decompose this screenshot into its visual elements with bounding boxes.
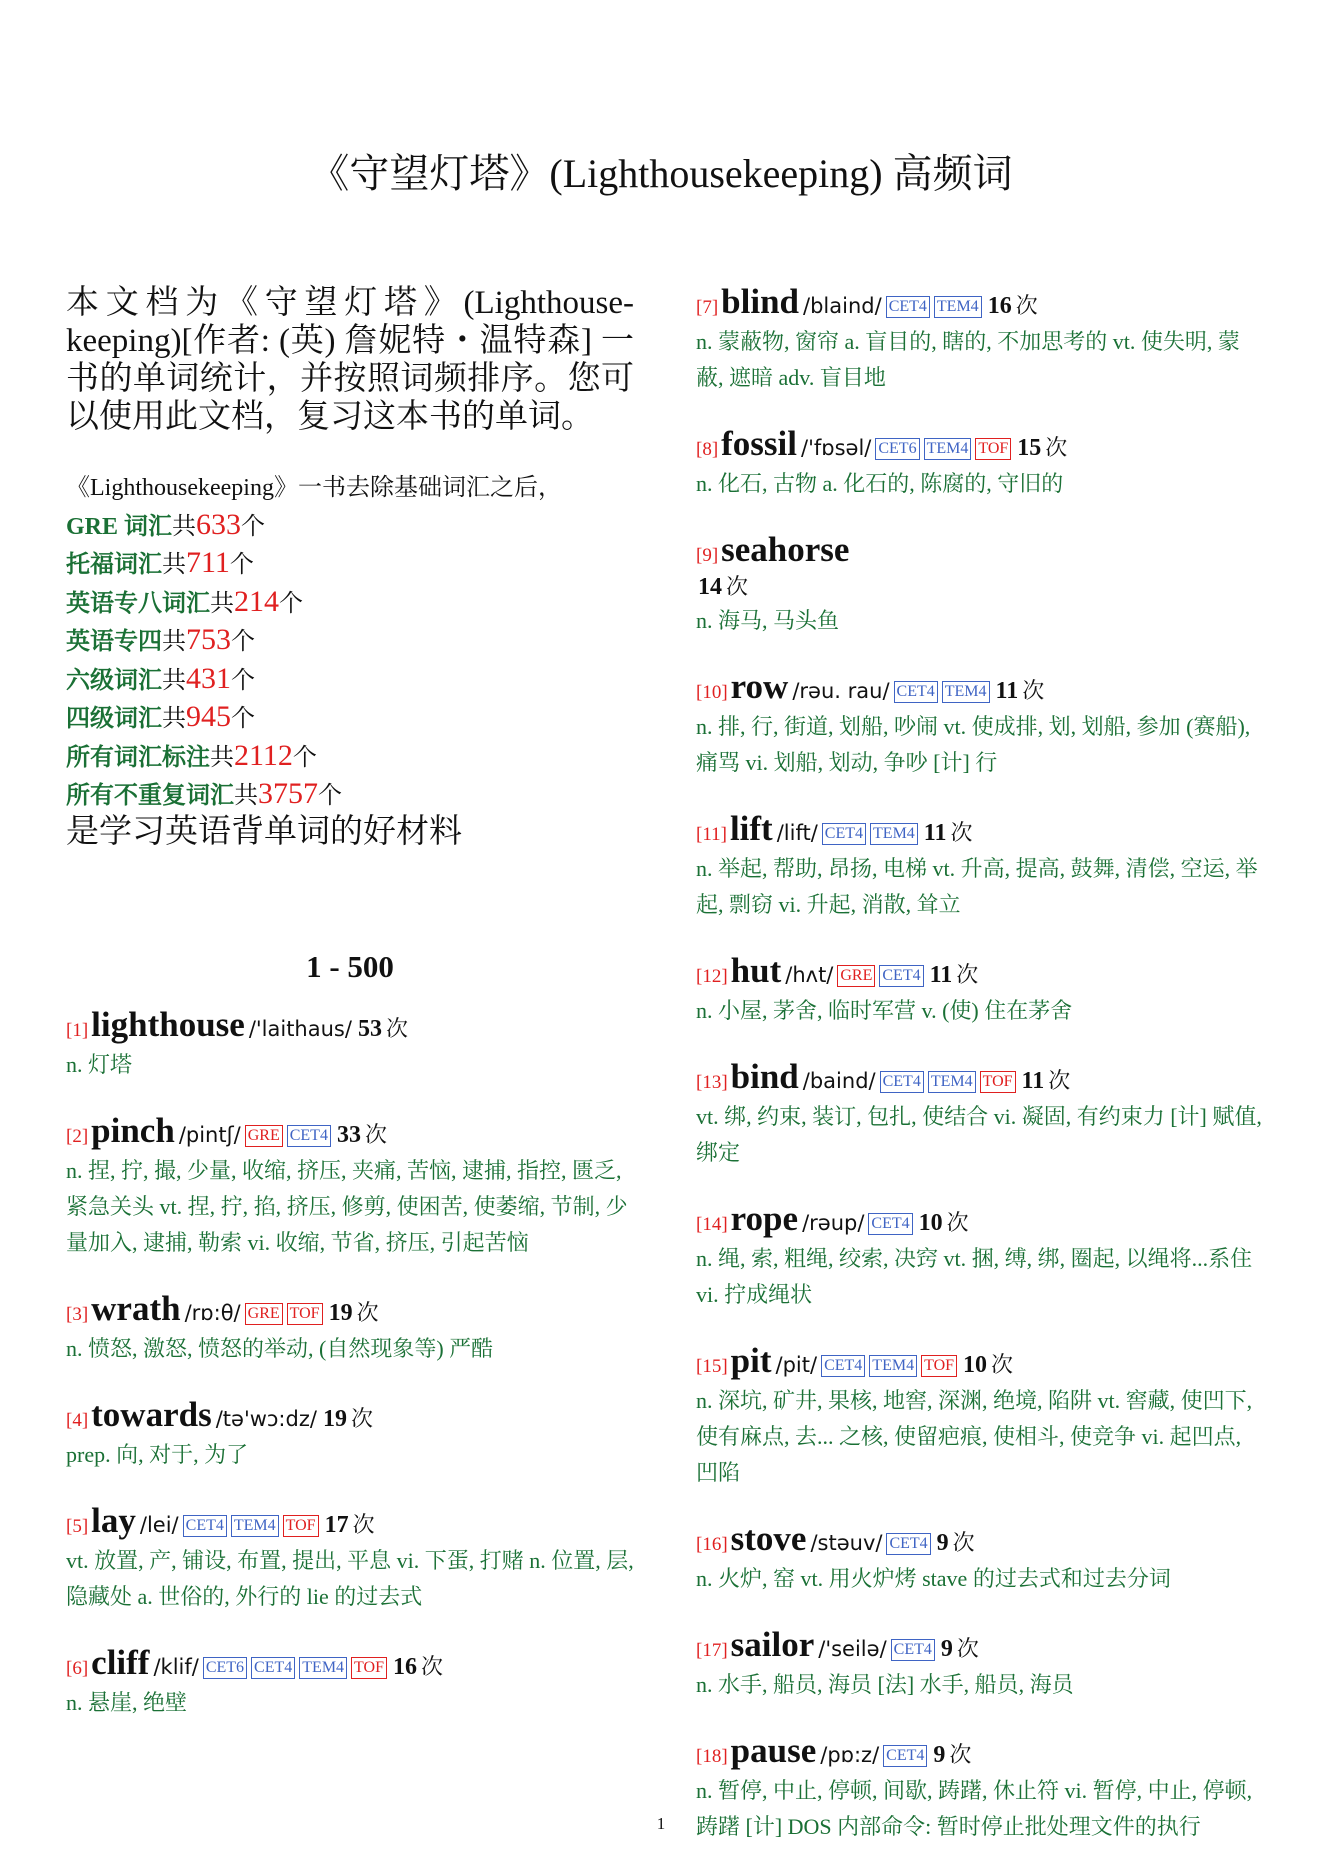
frequency-count: 9 <box>933 1742 946 1768</box>
word-head <box>66 1005 634 1045</box>
frequency-unit: 次 <box>420 1653 443 1679</box>
stat-row <box>66 507 634 546</box>
frequency-count: 16 <box>392 1653 417 1680</box>
phonetic: /hʌt/ <box>785 963 834 987</box>
level-tag: CET4 <box>821 1355 865 1377</box>
frequency <box>917 1206 969 1237</box>
phonetic: /lift/ <box>776 821 818 845</box>
frequency <box>961 1348 1013 1379</box>
word-head <box>696 809 1266 849</box>
frequency <box>391 1650 443 1681</box>
stat-row <box>66 545 634 584</box>
level-tag: CET4 <box>868 1213 912 1235</box>
stat-row <box>66 584 634 623</box>
frequency-count: 11 <box>923 820 947 846</box>
intro-paragraph: 本文档为《守望灯塔》(Lighthouse-keeping)[作者: (英) 詹妮特・温特森] 一书的单词统计，并按照词频排序。您可以使用此文档，复习这本书的单词。 <box>66 285 634 435</box>
word-entry <box>696 951 1266 1029</box>
level-tag: TEM4 <box>299 1657 347 1679</box>
stat-value: 711 <box>186 546 230 579</box>
word-head <box>66 1289 634 1329</box>
stat-unit: 个 <box>231 706 255 732</box>
definition: n. 深坑, 矿井, 果核, 地窖, 深渊, 绝境, 陷阱 vt. 窖藏, 使凹下, 使有麻点, 去... 之核, 使留疤痕, 使相斗, 使竞争 vi. 起凹点, 凹陷 <box>696 1388 1253 1485</box>
phonetic: /rəup/ <box>802 1211 865 1235</box>
definition: prep. 向, 对于, 为了 <box>66 1441 249 1467</box>
right-column <box>696 282 1266 1873</box>
frequency-unit: 次 <box>950 820 973 845</box>
stat-row <box>66 622 634 661</box>
level-tag: CET6 <box>875 438 919 460</box>
document-title: 《守望灯塔》(Lighthousekeeping) 高频词 <box>309 151 1013 196</box>
frequency-count: 10 <box>918 1210 943 1236</box>
word-head <box>696 951 1266 991</box>
level-tag: CET4 <box>880 1071 924 1093</box>
level-tag: TOF <box>921 1355 957 1377</box>
word-index: [1] <box>66 1019 89 1041</box>
headword: bind <box>730 1057 799 1096</box>
definition: n. 举起, 帮助, 昂扬, 电梯 vt. 升高, 提高, 鼓舞, 清偿, 空运, 举起, 剽窃 vi. 升起, 消散, 耸立 <box>696 856 1258 917</box>
level-tag: CET4 <box>251 1657 295 1679</box>
frequency <box>939 1632 979 1663</box>
entries-left <box>66 1005 634 1721</box>
frequency-unit: 次 <box>956 1636 979 1661</box>
stat-label: 所有词汇标注 <box>66 744 210 771</box>
frequency-unit: 次 <box>350 1405 373 1431</box>
headword: lift <box>729 809 773 848</box>
stat-value: 633 <box>196 507 242 541</box>
word-entry <box>66 1643 634 1721</box>
word-head <box>696 424 1266 464</box>
definition: n. 绳, 索, 粗绳, 绞索, 决窍 vt. 捆, 缚, 绑, 圈起, 以绳将...系住 vi. 拧成绳状 <box>696 1246 1253 1307</box>
stats-intro: 《Lighthousekeeping》一书去除基础词汇之后， <box>66 475 562 501</box>
stat-unit: 个 <box>231 667 255 694</box>
level-tag: GRE <box>837 965 875 987</box>
frequency-unit: 次 <box>1022 678 1045 703</box>
phonetic: /pɒ:z/ <box>820 1743 880 1767</box>
word-index: [2] <box>66 1125 89 1147</box>
frequency-unit: 次 <box>1048 1068 1071 1093</box>
stat-row <box>66 699 634 738</box>
frequency-count: 10 <box>963 1352 988 1378</box>
frequency-unit: 次 <box>352 1511 375 1537</box>
word-entry <box>696 667 1266 781</box>
frequency-unit: 次 <box>356 1299 379 1325</box>
stat-suffix: 共 <box>162 552 186 578</box>
frequency-unit: 次 <box>952 1530 975 1555</box>
frequency <box>935 1526 975 1557</box>
definition: n. 蒙蔽物, 窗帘 a. 盲目的, 瞎的, 不加思考的 vt. 使失明, 蒙蔽, 遮暗 adv. 盲目地 <box>696 329 1240 390</box>
word-entry <box>66 1501 634 1615</box>
frequency-count: 15 <box>1017 435 1042 461</box>
stat-label: 英语专四 <box>66 629 162 655</box>
level-tag: CET4 <box>891 1639 935 1661</box>
level-tag: CET4 <box>886 296 930 318</box>
frequency <box>696 570 748 601</box>
headword: sailor <box>730 1625 815 1664</box>
level-tag: CET6 <box>203 1657 247 1679</box>
word-head <box>66 1643 634 1683</box>
stat-label: 托福词汇 <box>66 552 162 578</box>
stat-row <box>66 661 634 700</box>
stat-suffix: 共 <box>234 783 258 809</box>
phonetic: /rɒ:θ/ <box>184 1300 241 1325</box>
level-tag: TOF <box>980 1071 1016 1093</box>
word-entry <box>66 1289 634 1367</box>
word-entry <box>696 1341 1266 1491</box>
frequency-line <box>696 570 1266 601</box>
word-index: [17] <box>696 1640 728 1661</box>
phonetic: /baind/ <box>802 1069 876 1093</box>
phonetic: /pit/ <box>775 1353 818 1377</box>
word-head <box>696 1519 1266 1559</box>
level-tag: TEM4 <box>934 296 982 318</box>
frequency-count: 16 <box>987 293 1012 319</box>
stats-end: 是学习英语背单词的好材料 <box>66 813 462 850</box>
level-tag: TEM4 <box>942 681 990 703</box>
stat-unit: 个 <box>292 744 317 771</box>
phonetic: /blaind/ <box>803 294 882 318</box>
definition: n. 排, 行, 街道, 划船, 吵闹 vt. 使成排, 划, 划船, 参加 (赛船), 痛骂 vi. 划船, 划动, 争吵 [计] 行 <box>696 714 1251 775</box>
level-tag: TOF <box>975 438 1011 460</box>
stat-label: 所有不重复词汇 <box>66 783 234 809</box>
word-head <box>66 1501 634 1541</box>
frequency-count: 53 <box>357 1015 382 1042</box>
frequency-count: 33 <box>336 1121 361 1148</box>
word-head <box>696 530 1266 570</box>
stat-unit: 个 <box>229 552 254 578</box>
headword: wrath <box>91 1288 181 1328</box>
frequency-unit: 次 <box>364 1121 387 1147</box>
headword: towards <box>91 1394 212 1434</box>
stats-list <box>66 507 634 815</box>
headword: lay <box>91 1500 136 1540</box>
frequency-unit: 次 <box>991 1352 1014 1377</box>
word-head <box>66 1111 634 1151</box>
stat-value: 3757 <box>258 777 318 810</box>
word-entry <box>696 1057 1266 1171</box>
frequency <box>994 674 1045 705</box>
stat-label: 英语专八词汇 <box>66 590 210 617</box>
level-tag: CET4 <box>886 1533 930 1555</box>
frequency <box>323 1508 375 1539</box>
definition: n. 海马, 马头鱼 <box>696 608 840 633</box>
word-index: [18] <box>696 1746 728 1767</box>
word-index: [14] <box>696 1214 728 1235</box>
definition: n. 水手, 船员, 海员 [法] 水手, 船员, 海员 <box>696 1672 1074 1697</box>
definition: n. 愤怒, 激怒, 愤怒的举动, (自然现象等) 严酷 <box>66 1335 494 1361</box>
word-head <box>696 1341 1266 1381</box>
frequency <box>928 958 979 989</box>
word-entry <box>696 1519 1266 1597</box>
frequency <box>356 1012 408 1043</box>
frequency <box>321 1402 373 1433</box>
stat-suffix: 共 <box>172 513 197 540</box>
phonetic: /'fɒsəl/ <box>801 436 872 460</box>
stat-label: 四级词汇 <box>66 706 162 732</box>
phonetic: /rəu. rau/ <box>792 679 890 703</box>
word-entry <box>696 1199 1266 1313</box>
word-index: [6] <box>66 1657 89 1679</box>
stat-suffix: 共 <box>210 590 234 617</box>
word-index: [15] <box>696 1356 728 1377</box>
definition: vt. 绑, 约束, 装订, 包扎, 使结合 vi. 凝固, 有约束力 [计] 赋值, 绑定 <box>696 1104 1262 1165</box>
level-tag: CET4 <box>287 1125 331 1147</box>
frequency-count: 11 <box>929 962 953 988</box>
stat-suffix: 共 <box>162 629 186 655</box>
frequency-count: 19 <box>328 1299 353 1326</box>
definition: n. 捏, 拧, 撮, 少量, 收缩, 挤压, 夹痛, 苦恼, 逮捕, 指控, 匮乏, 紧急关头 vt. 捏, 拧, 掐, 挤压, 修剪, 使困苦, 使萎缩, 节制, 少量加入, 逮捕, 勒索 vi. 收缩, 节省, 挤压, 引起苦恼 <box>66 1157 628 1255</box>
frequency <box>931 1738 971 1769</box>
definition: n. 化石, 古物 a. 化石的, 陈腐的, 守旧的 <box>696 471 1064 496</box>
level-tag: CET4 <box>822 823 866 845</box>
frequency <box>327 1296 379 1327</box>
level-tag: GRE <box>245 1303 283 1325</box>
level-tag: CET4 <box>879 965 923 987</box>
phonetic: /'seilə/ <box>818 1637 887 1661</box>
word-index: [3] <box>66 1303 89 1325</box>
frequency <box>1015 431 1067 462</box>
stat-label: 六级词汇 <box>66 667 162 694</box>
frequency-unit: 次 <box>1015 293 1038 318</box>
stat-value: 214 <box>234 584 279 618</box>
phonetic: /lei/ <box>139 1512 179 1537</box>
level-tag: TEM4 <box>870 823 918 845</box>
frequency <box>986 289 1038 320</box>
headword: pinch <box>91 1110 175 1150</box>
word-head <box>696 1199 1266 1239</box>
word-entry <box>696 809 1266 923</box>
frequency-unit: 次 <box>385 1015 408 1041</box>
headword: pit <box>730 1341 772 1380</box>
stat-suffix: 共 <box>210 744 234 771</box>
word-entry <box>696 1625 1266 1703</box>
range-heading: 1 - 500 <box>306 948 394 984</box>
headword: hut <box>730 951 782 990</box>
stat-row <box>66 738 634 777</box>
word-index: [8] <box>696 439 719 460</box>
word-head <box>696 1057 1266 1097</box>
frequency-unit: 次 <box>726 574 749 599</box>
word-index: [16] <box>696 1534 728 1555</box>
definition: n. 火炉, 窑 vt. 用火炉烤 stave 的过去式和过去分词 <box>696 1566 1171 1591</box>
frequency-count: 9 <box>940 1636 953 1662</box>
word-index: [12] <box>696 966 728 987</box>
word-head <box>696 667 1266 707</box>
word-head <box>696 1625 1266 1665</box>
headword: cliff <box>91 1642 150 1682</box>
word-entry <box>66 1005 634 1083</box>
stat-unit: 个 <box>279 590 303 617</box>
headword: rope <box>730 1199 799 1238</box>
frequency <box>922 816 973 847</box>
phonetic: /pintʃ/ <box>178 1122 241 1147</box>
frequency-count: 17 <box>324 1511 349 1538</box>
level-tag: TEM4 <box>924 438 972 460</box>
frequency-count: 11 <box>1021 1068 1045 1094</box>
frequency-count: 14 <box>698 574 722 600</box>
headword: stove <box>730 1519 807 1558</box>
frequency <box>1020 1064 1071 1095</box>
level-tag: TEM4 <box>928 1071 976 1093</box>
word-index: [11] <box>696 824 727 845</box>
word-index: [4] <box>66 1409 89 1431</box>
headword: fossil <box>721 424 798 463</box>
headword: blind <box>721 282 800 321</box>
headword: pause <box>730 1731 817 1770</box>
headword: row <box>730 667 789 706</box>
word-index: [5] <box>66 1515 89 1537</box>
word-entry <box>66 1111 634 1261</box>
phonetic: /'laithaus/ <box>248 1016 352 1041</box>
definition: vt. 放置, 产, 铺设, 布置, 提出, 平息 vi. 下蛋, 打赌 n. 位置, 层, 隐藏处 a. 世俗的, 外行的 lie 的过去式 <box>66 1547 634 1609</box>
stat-unit: 个 <box>231 629 255 655</box>
frequency-unit: 次 <box>1045 435 1068 460</box>
headword: lighthouse <box>91 1004 245 1044</box>
definition: n. 暂停, 中止, 停顿, 间歇, 踌躇, 休止符 vi. 暂停, 中止, 停顿, 踌躇 [计] DOS 内部命令: 暂时停止批处理文件的执行 <box>696 1778 1253 1839</box>
stat-suffix: 共 <box>162 706 186 732</box>
definition: n. 小屋, 茅舍, 临时军营 v. (使) 住在茅舍 <box>696 998 1073 1023</box>
left-column <box>66 284 634 1749</box>
frequency-unit: 次 <box>956 962 979 987</box>
level-tag: TEM4 <box>869 1355 917 1377</box>
stats-block <box>66 470 634 849</box>
frequency-count: 19 <box>322 1405 347 1432</box>
stat-suffix: 共 <box>162 667 186 694</box>
phonetic: /stəuv/ <box>810 1531 883 1555</box>
stat-value: 2112 <box>234 738 293 772</box>
stat-unit: 个 <box>241 513 266 540</box>
level-tag: TOF <box>283 1515 319 1537</box>
level-tag: CET4 <box>894 681 938 703</box>
stat-value: 753 <box>186 623 231 656</box>
definition: n. 悬崖, 绝壁 <box>66 1689 188 1715</box>
word-index: [7] <box>696 297 719 318</box>
stat-label: GRE 词汇 <box>66 513 173 540</box>
level-tag: CET4 <box>183 1515 227 1537</box>
entries-right <box>696 282 1266 1845</box>
word-entry <box>696 282 1266 396</box>
word-head <box>66 1395 634 1435</box>
word-index: [10] <box>696 682 728 703</box>
word-entry <box>696 424 1266 502</box>
word-index: [13] <box>696 1072 728 1093</box>
stat-value: 945 <box>186 700 231 733</box>
word-index: [9] <box>696 545 719 566</box>
frequency <box>335 1118 387 1149</box>
headword: seahorse <box>721 530 850 569</box>
frequency-count: 11 <box>995 678 1019 704</box>
word-entry <box>66 1395 634 1473</box>
page-number: 1 <box>656 1814 666 1833</box>
frequency-unit: 次 <box>946 1210 969 1235</box>
stat-unit: 个 <box>318 783 342 809</box>
level-tag: TOF <box>287 1303 323 1325</box>
word-head <box>696 1731 1266 1771</box>
stat-value: 431 <box>186 661 231 695</box>
word-entry <box>696 530 1266 639</box>
frequency-unit: 次 <box>949 1742 972 1767</box>
frequency-count: 9 <box>936 1530 949 1556</box>
phonetic: /tə'wɔ:dz/ <box>215 1406 317 1431</box>
phonetic: /klif/ <box>153 1654 199 1679</box>
word-head <box>696 282 1266 322</box>
level-tag: GRE <box>245 1125 283 1147</box>
definition: n. 灯塔 <box>66 1051 133 1077</box>
level-tag: TOF <box>351 1657 387 1679</box>
stat-row <box>66 776 634 815</box>
level-tag: CET4 <box>883 1745 927 1767</box>
level-tag: TEM4 <box>231 1515 279 1537</box>
